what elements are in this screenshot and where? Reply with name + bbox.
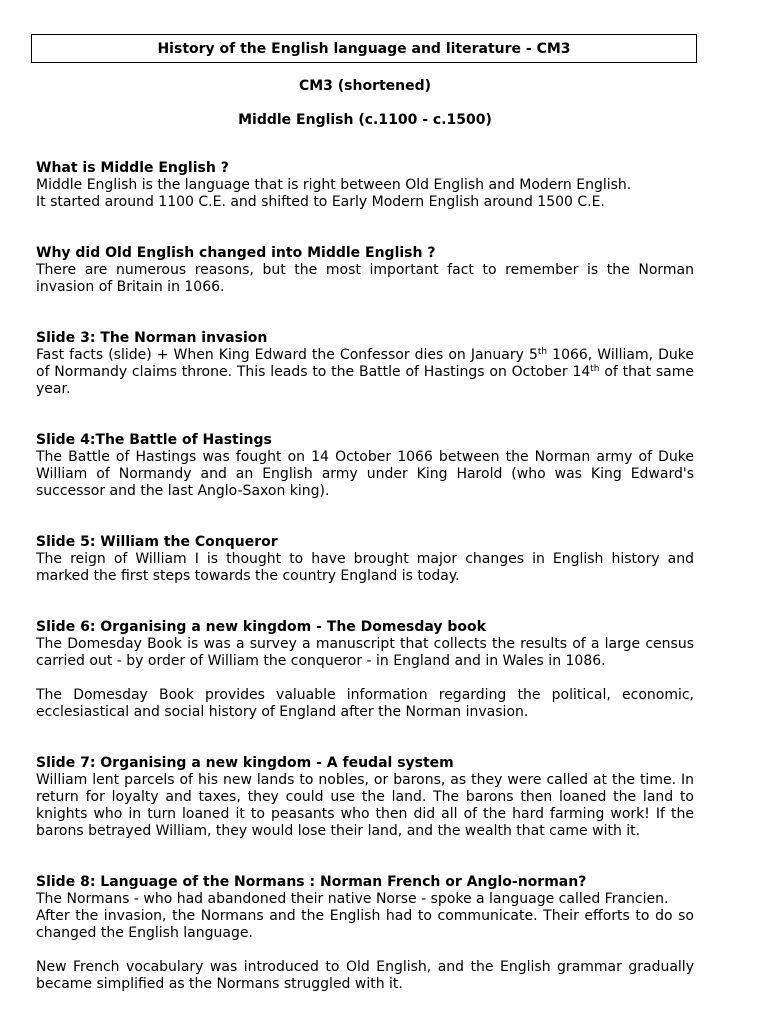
- section-battle-of-hastings: [36, 432, 694, 500]
- section-line: The Normans - who had abandoned their native Norse - spoke a language called Francien.: [36, 891, 669, 907]
- section-heading: Slide 5: William the Conqueror: [36, 534, 278, 550]
- section-domesday-book: [36, 619, 694, 721]
- document-body: [36, 160, 694, 993]
- section-why-changed: [36, 245, 694, 296]
- section-norman-invasion: [36, 330, 694, 398]
- section-paragraph: There are numerous reasons, but the most important fact to remember is the Norman invasion of Britain in 1066.: [36, 262, 694, 295]
- section-heading: What is Middle English ?: [36, 160, 229, 176]
- section-paragraph: [36, 347, 694, 398]
- section-what-is-middle-english: [36, 160, 694, 211]
- section-heading: Slide 3: The Norman invasion: [36, 330, 268, 346]
- document-subtitle: CM3 (shortened): [298, 78, 432, 94]
- paragraph-text: 1066, William, Duke of Normandy claims throne. This leads to the Battle of Hastings on October 14: [36, 347, 694, 380]
- section-heading: Slide 6: Organising a new kingdom - The Domesday book: [36, 619, 486, 635]
- section-heading: Slide 8: Language of the Normans : Norman French or Anglo-norman?: [36, 874, 587, 890]
- document-title: History of the English language and literature - CM3: [157, 40, 571, 57]
- section-paragraph: The Domesday Book provides valuable information regarding the political, economic, ecclesiastical and social history of England after the Norman invasion.: [36, 687, 694, 720]
- section-paragraph: The Domesday Book is was a survey a manuscript that collects the results of a large census carried out - by order of William the conqueror - in England and in Wales in 1086.: [36, 636, 694, 669]
- section-feudal-system: [36, 755, 694, 840]
- section-heading: Why did Old English changed into Middle English ?: [36, 245, 436, 261]
- section-line: Middle English is the language that is right between Old English and Modern English.: [36, 177, 632, 193]
- document-title-box: [31, 34, 697, 63]
- section-paragraph: The reign of William I is thought to have brought major changes in English history and marked the first steps towards the country England is today.: [36, 551, 694, 584]
- paragraph-text: Fast facts (slide) + When King Edward the Confessor dies on January 5: [36, 347, 538, 363]
- section-paragraph: William lent parcels of his new lands to nobles, or barons, as they were called at the time. In return for loyalty and taxes, they could use the land. The barons then loaned the land to knights who in turn loaned it to peasants who then did all of the hard farming work! If the barons betrayed William, they would lose their land, and the wealth that came with it.: [36, 772, 694, 839]
- ordinal-suffix: th: [590, 364, 600, 374]
- section-paragraph: The Battle of Hastings was fought on 14 October 1066 between the Norman army of Duke William of Normandy and an English army under King Harold (who was King Edward's successor and the last Anglo-Saxon king).: [36, 449, 694, 499]
- section-paragraph: After the invasion, the Normans and the English had to communicate. Their efforts to do so changed the English language.: [36, 908, 694, 941]
- section-heading: Slide 4:The Battle of Hastings: [36, 432, 272, 448]
- section-william-the-conqueror: [36, 534, 694, 585]
- section-heading: Slide 7: Organising a new kingdom - A feudal system: [36, 755, 454, 771]
- section-paragraph: New French vocabulary was introduced to Old English, and the English grammar gradually became simplified as the Normans struggled with it.: [36, 959, 694, 992]
- section-line: It started around 1100 C.E. and shifted to Early Modern English around 1500 C.E.: [36, 194, 605, 210]
- ordinal-suffix: th: [537, 347, 548, 357]
- period-heading: Middle English (c.1100 - c.1500): [238, 112, 492, 128]
- section-language-of-normans: [36, 874, 694, 993]
- paragraph-text: of that same year.: [36, 364, 694, 397]
